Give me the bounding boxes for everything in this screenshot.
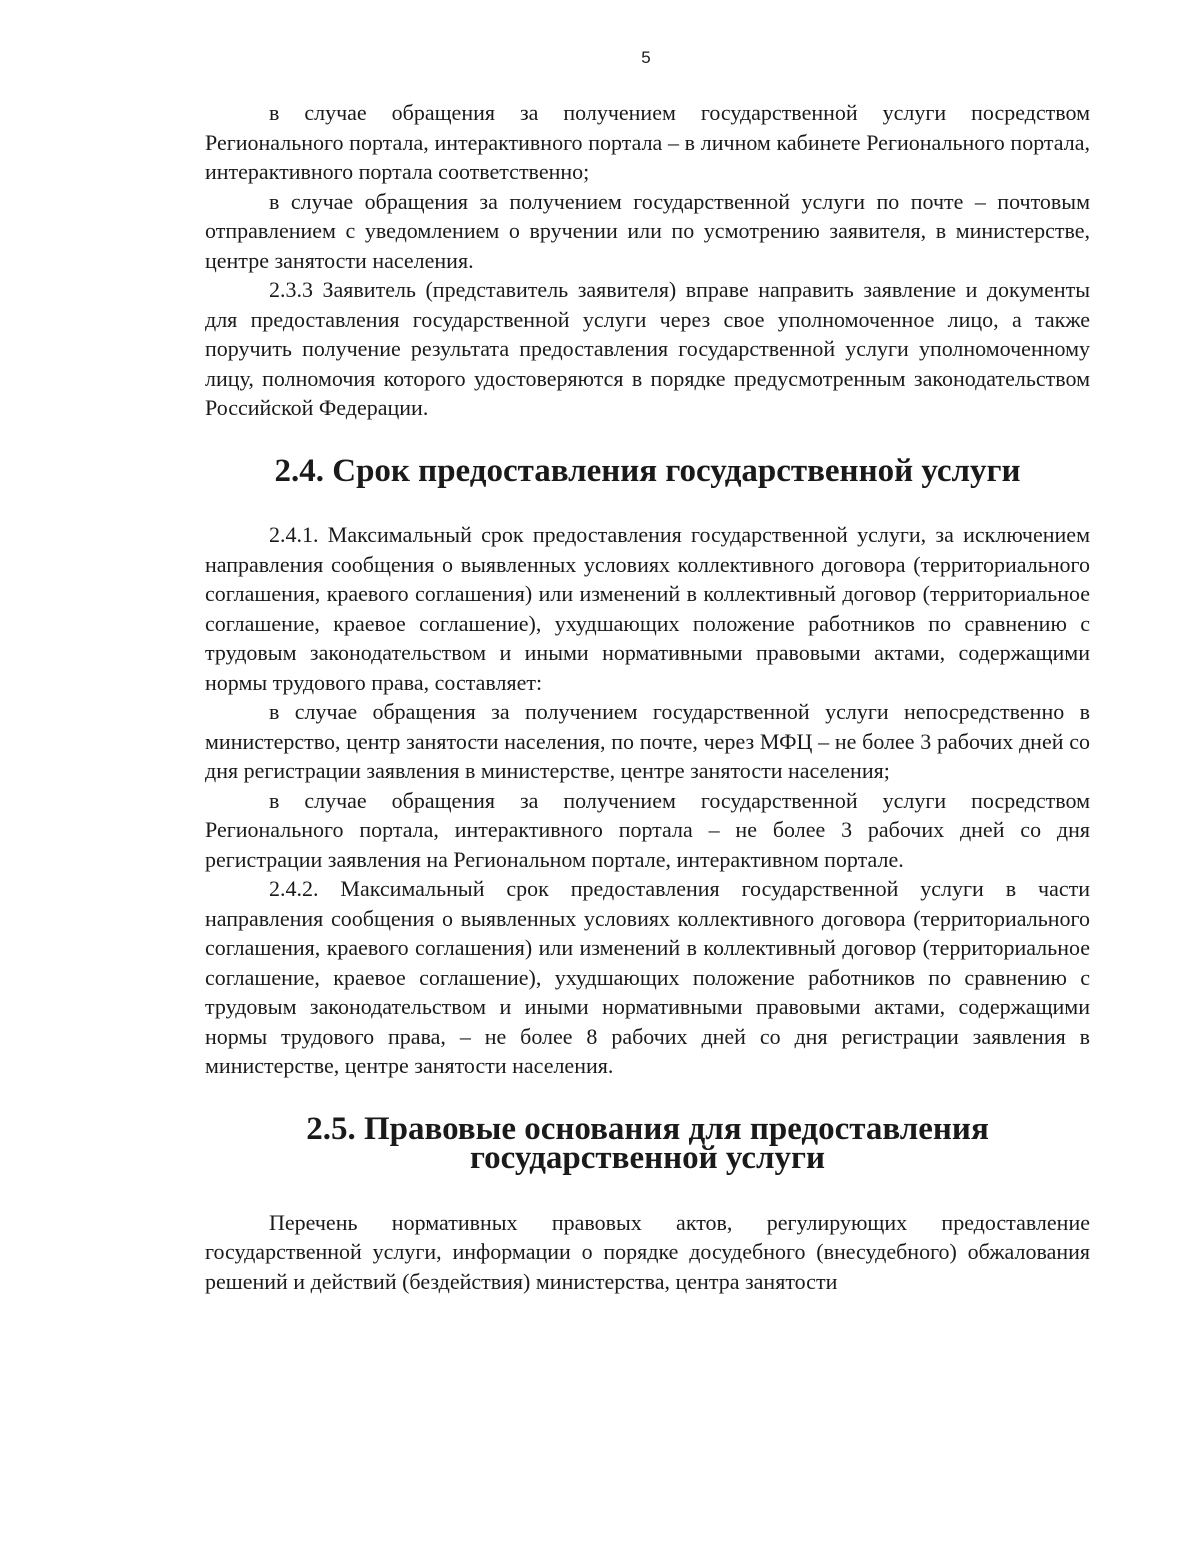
document-body <box>205 98 1090 1296</box>
section-heading-line: государственной услуги <box>469 1140 826 1176</box>
paragraph: Перечень нормативных правовых актов, регулирующих предоставление государственной услуги, информации о порядке досудебного (внесудебного) обжалования решений и действий (бездействия) министерства, центра занятости <box>205 1209 1090 1294</box>
paragraph: 2.3.3 Заявитель (представитель заявителя) вправе направить заявление и документы для предоставления государственной услуги через свое уполномоченное лицо, а также поручить получение результата предоставления государственной услуги уполномоченному лицу, полномочия которого удостоверяются в порядке предусмотренным законодательством Российской Федерации. <box>205 277 1090 420</box>
paragraph: 2.4.1. Максимальный срок предоставления государственной услуги, за исключением направления сообщения о выявленных условиях коллективного договора (территориального соглашения, краевого соглашения) или изменений в коллективный договор (территориальное соглашение, краевое соглашение), ухудшающих положение работников по сравнению с трудовым законодательством и иными нормативными правовыми актами, содержащими нормы трудового права, составляет: <box>205 522 1090 695</box>
paragraph: в случае обращения за получением государственной услуги посредством Регионального портала, интерактивного портала – в личном кабинете Регионального портала, интерактивного портала соответственно; <box>205 100 1090 184</box>
section-heading-2-4: 2.4. Срок предоставления государственной услуги <box>274 452 1021 489</box>
paragraph: в случае обращения за получением государственной услуги непосредственно в министерство, центр занятости населения, по почте, через МФЦ – не более 3 рабочих дней со дня регистрации заявления в министерстве, центре занятости населения; <box>205 699 1090 783</box>
paragraph: в случае обращения за получением государственной услуги по почте – почтовым отправлением с уведомлением о вручении или по усмотрению заявителя, в министерстве, центре занятости населения. <box>205 188 1090 273</box>
paragraph: в случае обращения за получением государственной услуги посредством Регионального портала, интерактивного портала – не более 3 рабочих дней со дня регистрации заявления на Региональном портале, интерактивном портале. <box>205 787 1090 872</box>
paragraph: 2.4.2. Максимальный срок предоставления государственной услуги в части направления сообщения о выявленных условиях коллективного договора (территориального соглашения, краевого соглашения) или изменений в коллективный договор (территориальное соглашение, краевое соглашение), ухудшающих положение работников по сравнению с трудовым законодательством и иными нормативными правовыми актами, содержащими нормы трудового права, – не более 8 рабочих дней со дня регистрации заявления в министерстве, центре занятости населения. <box>205 876 1090 1078</box>
page-number: 5 <box>641 48 651 67</box>
section-heading-line: 2.5. Правовые основания для предоставления <box>306 1110 989 1147</box>
section-heading-2-5 <box>205 1110 1090 1176</box>
